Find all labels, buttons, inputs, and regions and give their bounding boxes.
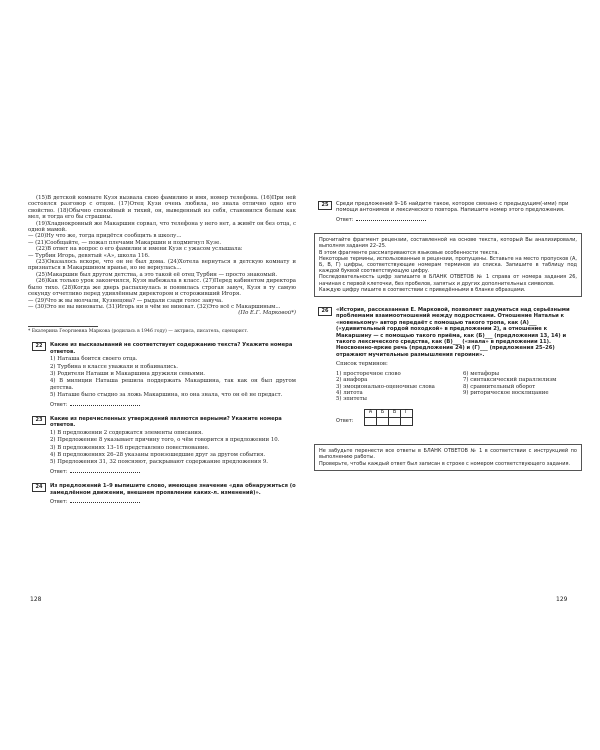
task-number: 23	[32, 416, 46, 425]
term-item: 5) эпитеты	[336, 396, 367, 403]
review-instructions-box	[314, 233, 582, 297]
text-paragraph: — (20)Ну что же, тогда придётся сообщить в школу...	[28, 233, 182, 240]
grid-letter: Г	[401, 409, 413, 417]
instruction-text: Некоторые термины, использованные в рецензии, пропущены. Вставьте на место пропусков (А, Б, В, Г) цифры, соответствующие номерам терминов из списка. Запишите в таблицу под каждой буквой соответствующую цифру.	[319, 255, 577, 275]
term-item: 2) анафора	[336, 377, 368, 384]
answer-option: 4) В милиции Наташа решила поддержать Макаршина, так как он был другом детства.	[50, 378, 296, 391]
answer-grid-area	[336, 409, 582, 432]
answer-line[interactable]	[50, 469, 296, 475]
answer-grid	[364, 409, 413, 426]
term-item: 8) сравнительный оборот	[463, 383, 536, 390]
reminder-text: Проверьте, чтобы каждый ответ был записан в строке с номером соответствующего задания.	[319, 460, 571, 467]
text-paragraph: — Турбин Игорь, девятый «А», школа 116.	[28, 252, 150, 259]
term-item	[463, 396, 582, 402]
reminder-box	[314, 444, 582, 471]
answer-option: 5) Наташе было стыдно за ложь Макаршина, но она знала, что он её не предаст.	[50, 392, 283, 399]
text-paragraph: — (21)Сообщайте, — пожал плечами Макаршин и подмигнул Кузе.	[28, 239, 222, 246]
task-question: Из предложений 1–9 выпишите слово, имеющее значение «два обнаружиться (о замедлённом движении, внешнем проявлении каких-л. изменений)».	[50, 483, 296, 496]
term-item: 1) просторечное слово	[336, 370, 401, 377]
answer-label: Ответ:	[336, 216, 354, 223]
grid-letter: В	[389, 409, 401, 417]
term-item: 7) синтаксический параллелизм	[463, 377, 557, 384]
answer-option: 4) В предложениях 26–28 указаны произошедшие друг за другом события.	[50, 452, 266, 458]
grid-letter: А	[365, 409, 377, 417]
task-number: 26	[318, 307, 332, 316]
task-number: 24	[32, 483, 46, 492]
answer-label: Ответ:	[50, 468, 68, 475]
answer-line[interactable]	[50, 499, 296, 505]
answer-option: 3) В предложениях 13–16 представлено повествование.	[50, 444, 210, 451]
task-24	[28, 483, 296, 505]
grid-answer-cell[interactable]	[365, 417, 377, 425]
text-paragraph: (19)Хладнокровный же Макаршин сорвал, что телефона у него нет, а живёт он без отца, с одной мамой.	[28, 220, 296, 234]
instruction-text: Каждую цифру пишите в соответствии с приведёнными в бланке образцами.	[319, 286, 526, 293]
text-attribution: (По Е.Г. Марковой*)	[238, 310, 296, 317]
task-25	[314, 201, 582, 223]
grid-answer-cell[interactable]	[389, 417, 401, 425]
term-item: 6) метафоры	[463, 370, 500, 377]
right-page	[314, 195, 582, 471]
answer-option: 2) Предложение 8 указывает причину того, о чём говорится в предложении 10.	[50, 437, 280, 444]
left-page	[28, 195, 296, 505]
answer-line[interactable]	[50, 402, 296, 408]
instruction-text: Последовательность цифр запишите в БЛАНК ОТВЕТОВ № 1 справа от номера задания 26, начиная с первой клеточки, без пробелов, запятых и других дополнительных символов.	[319, 274, 577, 287]
instruction-text: В этом фрагменте рассматриваются языковые особенности текста.	[319, 249, 500, 256]
text-paragraph: — (29)Что ж вы молчали, Кузнецова? — рыдали сзади голос завуча.	[28, 297, 223, 304]
answer-label: Ответ:	[336, 417, 354, 424]
text-paragraph: — (30)Это не вы виноваты. (31)Игорь ни в чём не виноват. (32)Это всё с Макаршиным...	[28, 303, 281, 310]
answer-option: 5) Предложения 31, 32 поясняют, раскрывают содержание предложения 9.	[50, 459, 268, 466]
term-item: 4) литота	[336, 389, 363, 396]
grid-answer-cell[interactable]	[377, 417, 389, 425]
answer-line[interactable]	[336, 217, 582, 223]
task-22	[28, 342, 296, 408]
reminder-text: Не забудьте перенести все ответы в БЛАНК ОТВЕТОВ № 1 в соответствии с инструкцией по выполнению работы.	[319, 448, 577, 461]
text-paragraph: (25)Макаршин был другом детства, а это такой её отец Турбин — просто знакомый.	[36, 271, 278, 278]
task-question: Какие из перечисленных утверждений являются верными? Укажите номера ответов.	[50, 415, 282, 429]
answer-label: Ответ:	[50, 401, 68, 408]
text-paragraph: (22)В ответ на вопрос о его фамилии и имени Кузя с ужасом услышала:	[36, 246, 243, 253]
answer-label: Ответ:	[50, 499, 68, 506]
text-paragraph: (26)Как только урок закончился, Кузя выбежала в класс. (27)Перед кабинетом директора было тихо. (28)Когда же дверь распахнулась и появилась строгая завуч, Кузя в ту самую секунду отчетливо перед удивлённым директором и стороживший Игоря.	[28, 278, 296, 298]
task-question: Какие из высказываний не соответствует содержанию текста? Укажите номера ответов.	[50, 342, 293, 355]
page-number: 128	[30, 596, 42, 603]
grid-letter: Б	[377, 409, 389, 417]
terms-list	[336, 371, 582, 403]
term-item: 9) риторическое восклицание	[463, 389, 549, 396]
text-paragraph: (15)В детской комнате Кузя вызвала свою фамилию и имя, номер телефона. (16)При ней состоялся разговор с отцом. (17)Отец Кузи очень любила, но знала отлично одно его свойство. (18)Обычно спокойный и тихий, он, выведенный из себя, становился белым как мел, и тогда его бы страшны.	[28, 195, 296, 221]
task-number: 22	[32, 342, 46, 351]
grid-answer-cell[interactable]	[401, 417, 413, 425]
task-question: «История, рассказанная Е. Марковой, позволяет задуматься над серьёзными проблемами взаимоотношений между подростками. Отношение Натальи к «новенькому» автор передаёт с помощью такого тропа, как (А)___ («удивительный гордой походкой» в предложении 2), а отношение к Макаршину — с помощью такого приёма, как (Б)___ (предложения 13, 14) и такого лексического средства, как (В)___ («знала» в предложении 11). Неосвоенно-яркие речь (предложение 24) и (Г)___ (предложения 25–26) отражают мучительные размышления героини».	[336, 307, 570, 358]
task-26	[314, 307, 582, 432]
answer-option: 1) Наташа боится своего отца.	[50, 356, 138, 363]
term-item: 3) эмоционально-оценочные слова	[336, 383, 435, 390]
footnote: * Екатерина Георгиевна Маркова (родилась в 1946 году) — актриса, писатель, сценарист.	[28, 326, 296, 335]
terms-label: Список терминов:	[336, 361, 388, 368]
answer-option: 1) В предложении 2 содержатся элементы описания.	[50, 429, 204, 436]
task-question: Среди предложений 9–16 найдите такое, которое связано с предыдущим(-ими) при помощи антонимов и лексического повтора. Напишите номер этого предложения.	[336, 201, 569, 214]
task-number: 25	[318, 201, 332, 210]
instruction-text: Прочитайте фрагмент рецензии, составленной на основе текста, который Вы анализировали, выполняя задания 22–25.	[319, 237, 577, 250]
task-23	[28, 416, 296, 475]
answer-option: 3) Родители Наташи и Макаршина дружили семьями.	[50, 370, 206, 377]
answer-option: 2) Турбина в классе уважали и побаивались.	[50, 363, 178, 370]
page-number: 129	[556, 596, 568, 603]
text-paragraph: (23)Оказалось вскоре, что он не был дома. (24)Хотела вернуться в детскую комнату и признаться в Макаршином вранье, но не вернулась...	[28, 259, 296, 272]
